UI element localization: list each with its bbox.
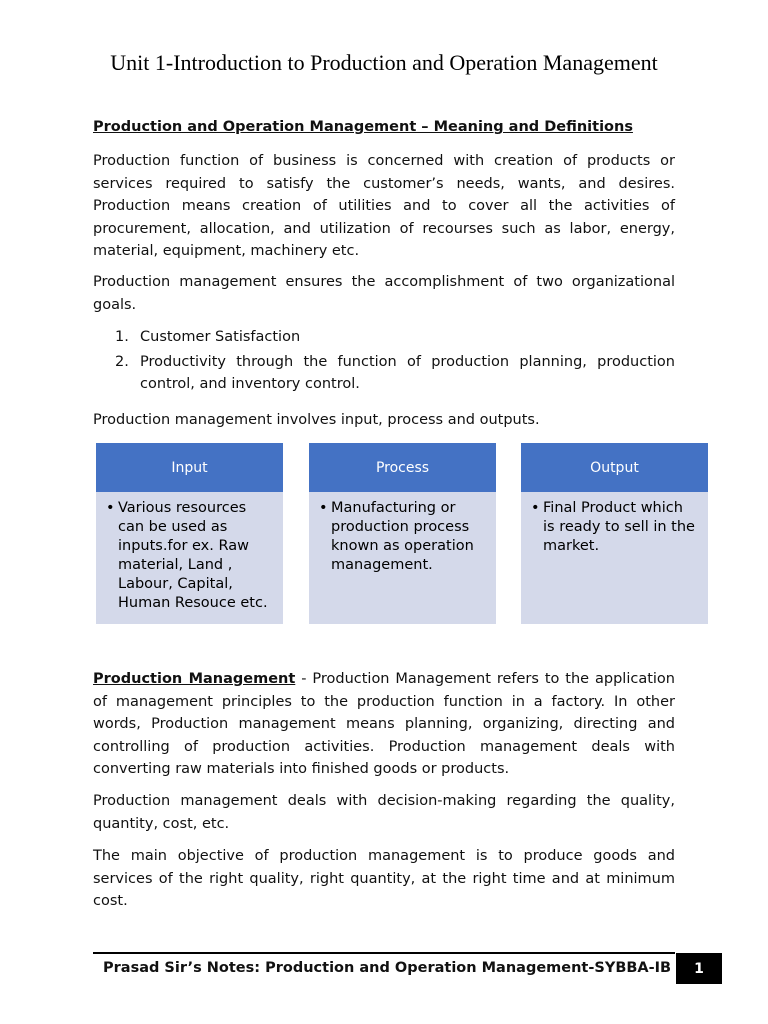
bullet-icon: • — [319, 500, 328, 516]
paragraph-production-function: Production function of business is concerned with creation of products or services required to satisfy the customer’s needs, wants, and desires. Production means creation of utilities and to cover all the activities of procurement, allocation, and utilization of recourses such as labor, energy, material, equipment, machinery etc. — [93, 153, 675, 259]
paragraph-production-goals: Production management ensures the accomplishment of two organizational goals. — [93, 274, 675, 313]
list-number: 2. — [115, 353, 129, 370]
goals-list — [93, 326, 675, 398]
bullet-icon: • — [106, 500, 115, 516]
output-box — [521, 443, 708, 624]
process-box-text: Manufacturing or production process known as operation management. — [331, 500, 474, 573]
process-box — [309, 443, 496, 624]
output-box-text: Final Product which is ready to sell in the market. — [543, 500, 695, 554]
output-box-body — [521, 492, 708, 556]
bullet-icon: • — [531, 500, 540, 516]
paragraph-main-objective: The main objective of production management is to produce goods and services of the right quality, right quantity, at the right time and at minimum cost. — [93, 848, 675, 909]
footer-divider — [93, 952, 675, 954]
process-box-header: Process — [309, 443, 496, 492]
term-production-management: Production Management — [93, 671, 296, 687]
paragraph-production-management — [93, 668, 675, 781]
list-item — [93, 351, 675, 396]
input-box-header: Input — [96, 443, 283, 492]
footer-text: Prasad Sir’s Notes: Production and Operation Management-SYBBA-IB — [103, 960, 672, 976]
paragraph-decision-making: Production management deals with decision-making regarding the quality, quantity, cost, etc. — [93, 793, 675, 832]
process-box-body — [309, 492, 496, 575]
output-box-header: Output — [521, 443, 708, 492]
production-management-definition: - Production Management refers to the application of management principles to the production function in a factory. In other words, Production management means planning, organizing, directing and controlling of production activities. Production management deals with converting raw materials into finished goods or products. — [93, 671, 675, 777]
input-box-body — [96, 492, 283, 613]
paragraph-input-process-output: Production management involves input, process and outputs. — [93, 412, 540, 428]
list-item — [93, 326, 675, 349]
list-text: Productivity through the function of production planning, production control, and inventory control. — [140, 353, 675, 392]
list-number: 1. — [115, 329, 129, 345]
list-text: Customer Satisfaction — [140, 329, 301, 345]
input-box-text: Various resources can be used as inputs.for ex. Raw material, Land , Labour, Capital, Human Resouce etc. — [118, 500, 268, 611]
page-number: 1 — [676, 953, 722, 984]
page-title: Unit 1-Introduction to Production and Operation Management — [110, 50, 658, 75]
section-heading: Production and Operation Management – Meaning and Definitions — [93, 119, 633, 135]
input-box — [96, 443, 283, 624]
